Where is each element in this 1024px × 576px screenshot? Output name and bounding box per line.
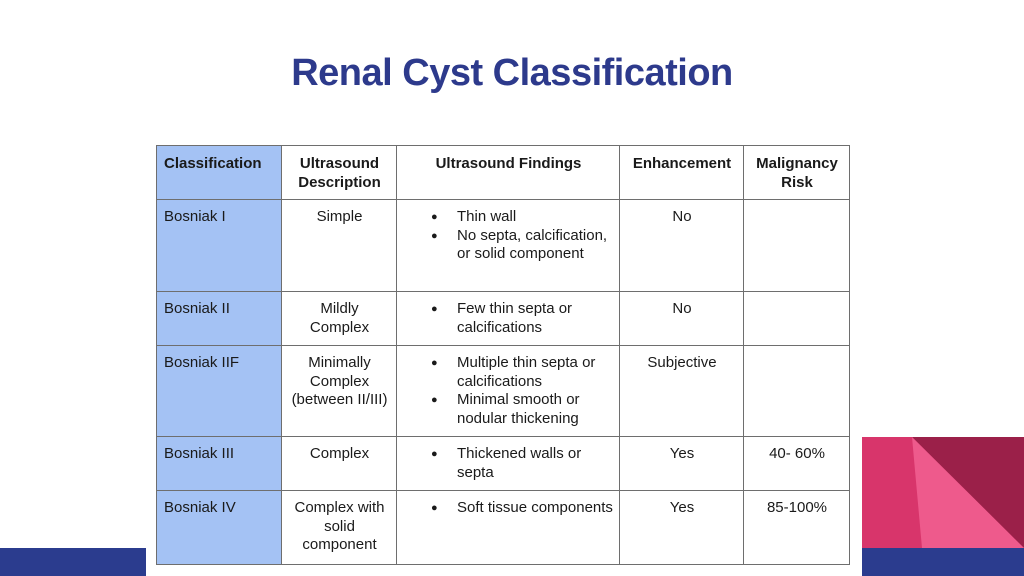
- cell-findings: [397, 346, 620, 437]
- cell-risk: [744, 346, 850, 437]
- table-row: [157, 200, 850, 292]
- cell-findings: [397, 491, 620, 565]
- cell-risk: 85-100%: [744, 491, 850, 565]
- table-header-row: [157, 146, 850, 200]
- cell-risk: [744, 292, 850, 346]
- cell-risk: [744, 200, 850, 292]
- bosniak-table: [156, 145, 850, 565]
- table-row: [157, 346, 850, 437]
- header-risk: Malignancy Risk: [744, 146, 850, 200]
- header-enhancement: Enhancement: [620, 146, 744, 200]
- cell-enhancement: No: [620, 200, 744, 292]
- header-description: Ultrasound Description: [282, 146, 397, 200]
- finding-item: ● Multiple thin septa or calcifications: [457, 354, 613, 391]
- cell-findings: [397, 437, 620, 491]
- finding-item: ● No septa, calcification, or solid component: [457, 227, 613, 264]
- cell-classification: Bosniak IIF: [157, 346, 282, 437]
- cell-findings: [397, 292, 620, 346]
- cell-description: Simple: [282, 200, 397, 292]
- cell-enhancement: Subjective: [620, 346, 744, 437]
- cell-risk: 40- 60%: [744, 437, 850, 491]
- cell-classification: Bosniak I: [157, 200, 282, 292]
- cell-enhancement: Yes: [620, 491, 744, 565]
- table-row: [157, 292, 850, 346]
- header-findings: Ultrasound Findings: [397, 146, 620, 200]
- cell-description: Complex: [282, 437, 397, 491]
- finding-item: ● Minimal smooth or nodular thickening: [457, 391, 613, 428]
- cell-enhancement: Yes: [620, 437, 744, 491]
- header-classification: Classification: [157, 146, 282, 200]
- cell-classification: Bosniak III: [157, 437, 282, 491]
- finding-item: ● Thin wall: [457, 208, 613, 227]
- finding-item: ● Thickened walls or septa: [457, 445, 613, 482]
- table-row: [157, 491, 850, 565]
- finding-item: ● Soft tissue components: [457, 499, 613, 518]
- cell-description: Mildly Complex: [282, 292, 397, 346]
- corner-decoration: [862, 437, 1024, 548]
- finding-item: ● Few thin septa or calcifications: [457, 300, 613, 337]
- cell-description: Minimally Complex (between II/III): [282, 346, 397, 437]
- table-row: [157, 437, 850, 491]
- cell-enhancement: No: [620, 292, 744, 346]
- cell-classification: Bosniak II: [157, 292, 282, 346]
- cell-findings: [397, 200, 620, 292]
- cell-description: Complex with solid component: [282, 491, 397, 565]
- cell-classification: Bosniak IV: [157, 491, 282, 565]
- page-title: Renal Cyst Classification: [291, 52, 733, 94]
